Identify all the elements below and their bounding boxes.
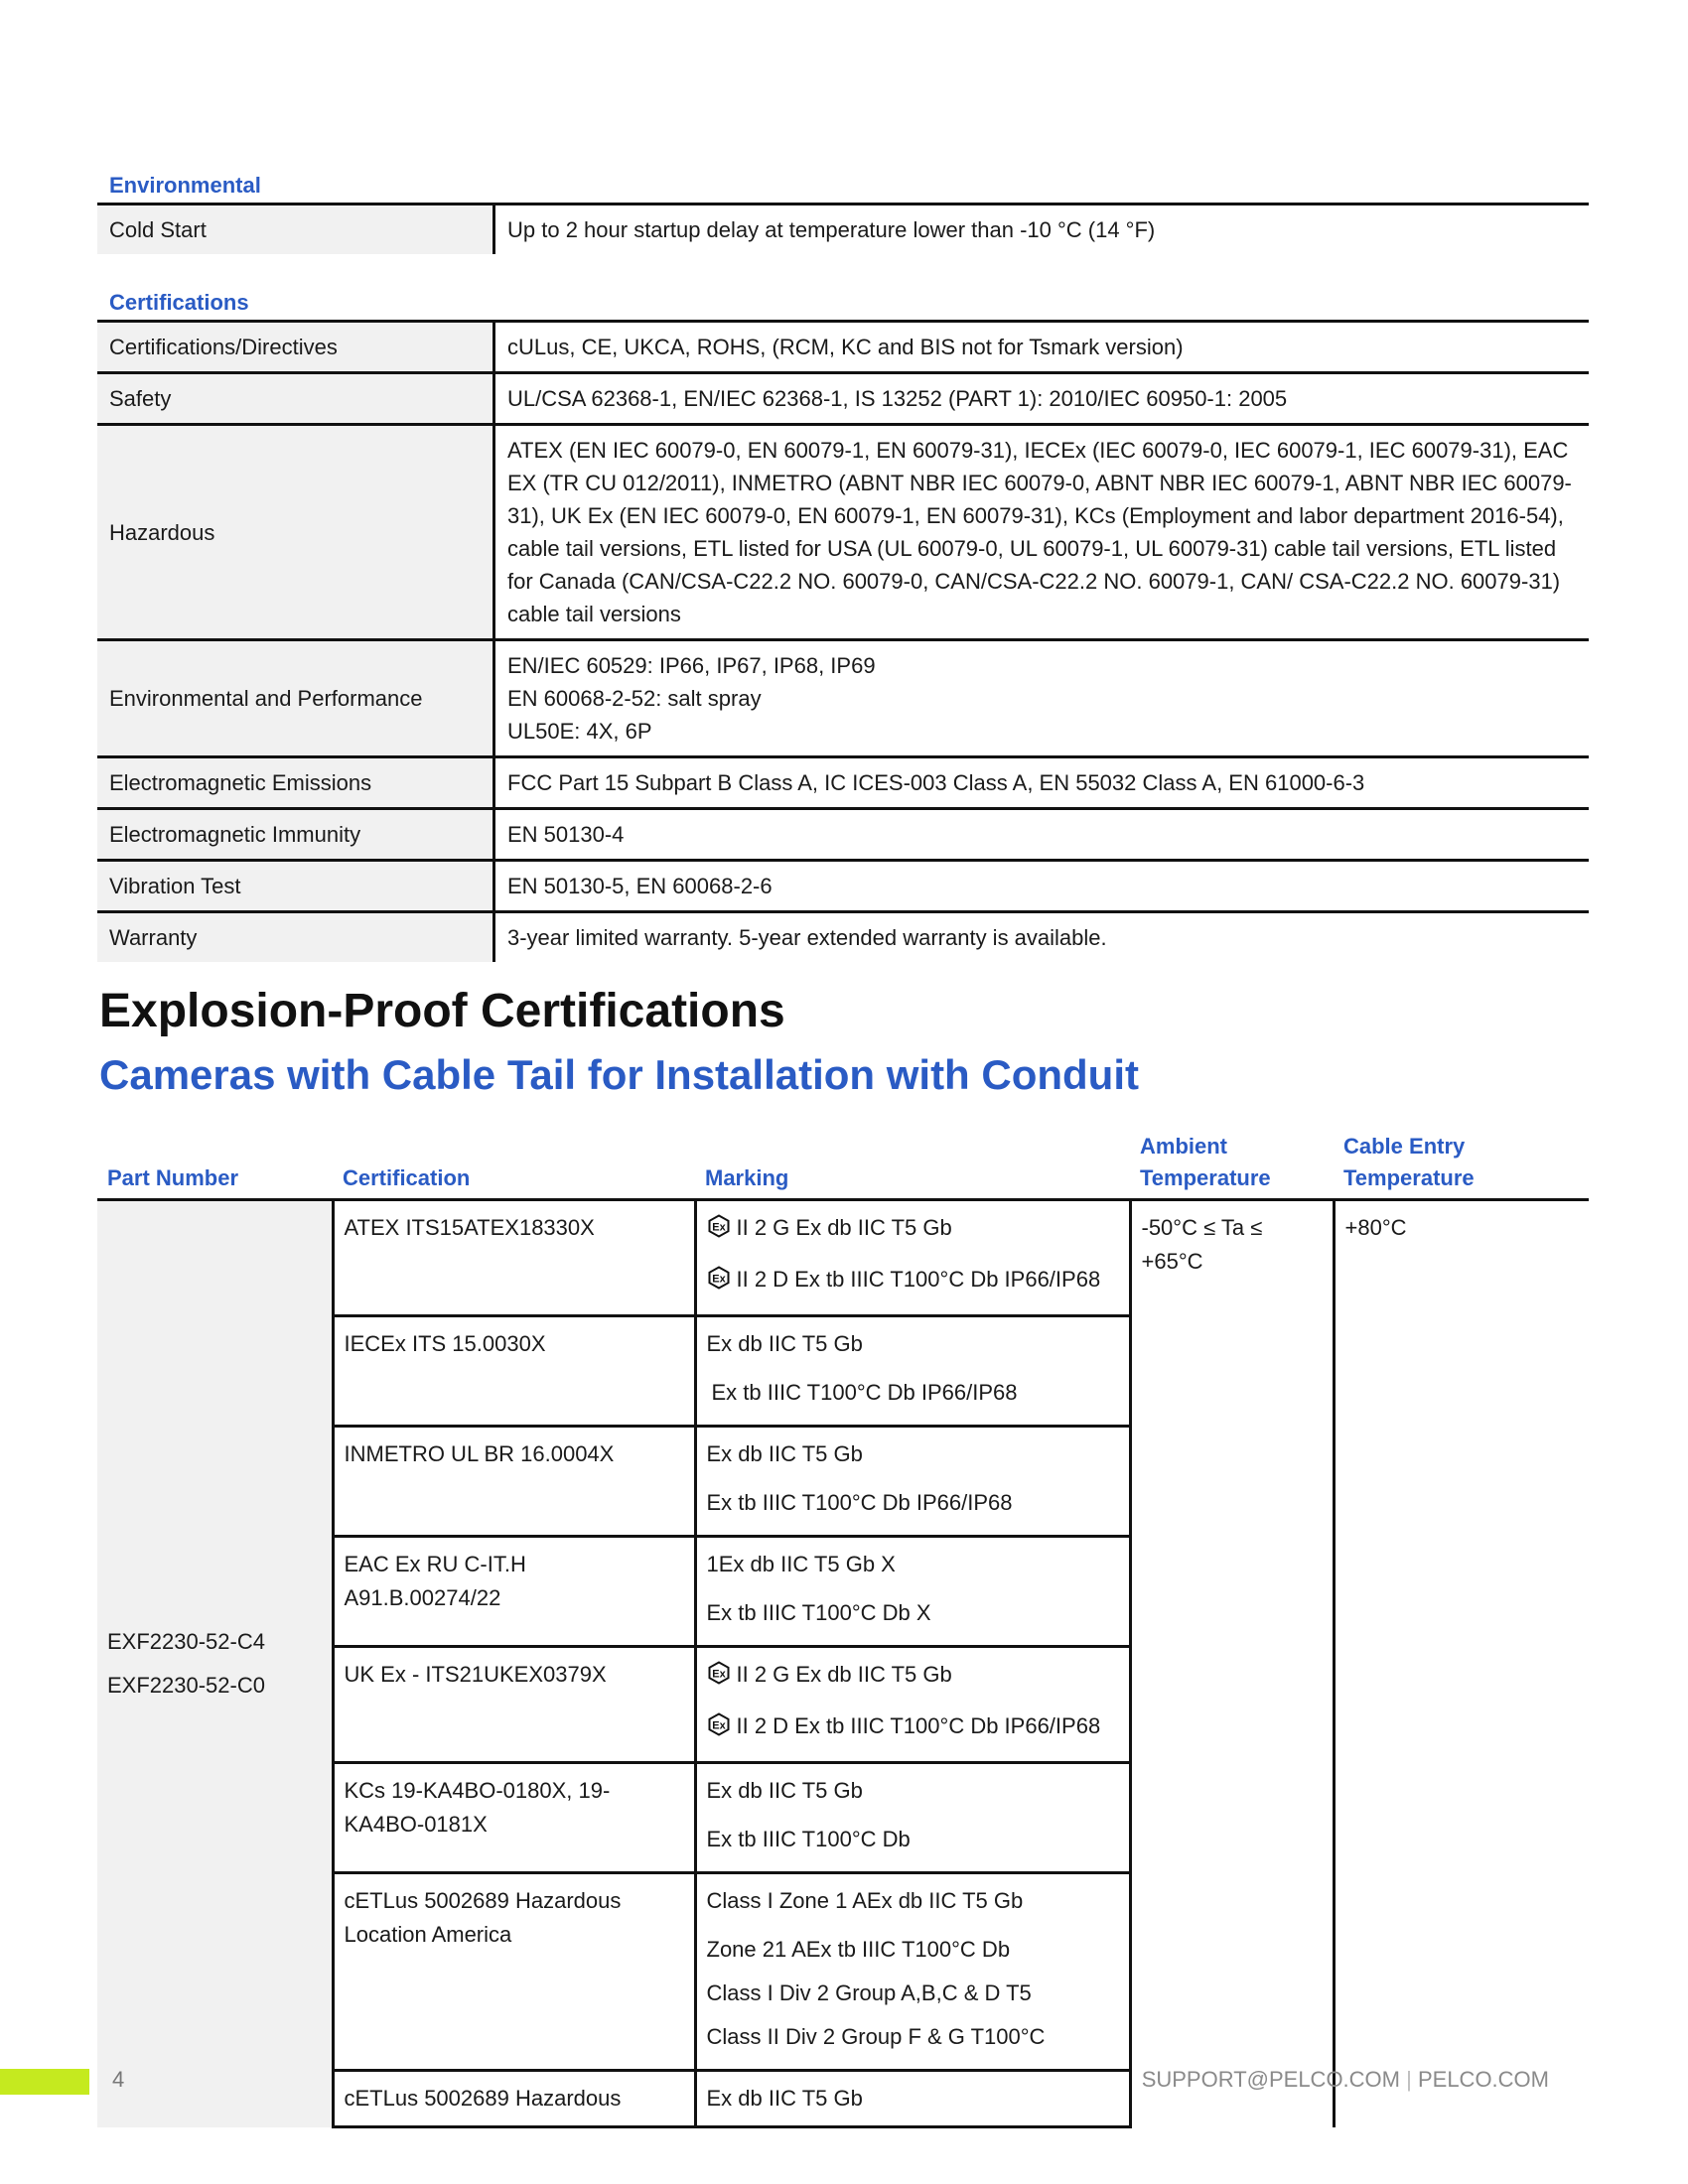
spec-value: 3-year limited warranty. 5-year extended warranty is available. xyxy=(507,925,1107,950)
marking-cell xyxy=(695,1647,1130,1763)
marking-text: II 2 D Ex tb IIIC T100°C Db IP66/IP68 xyxy=(736,1713,1101,1738)
marking-cell xyxy=(695,1200,1130,1316)
spec-value: EN 50130-5, EN 60068-2-6 xyxy=(494,861,1590,912)
marking-text: Zone 21 AEx tb IIIC T100°C Db xyxy=(706,1937,1011,1962)
marking-text: II 2 G Ex db IIC T5 Gb xyxy=(736,1662,952,1687)
ex-hexagon-icon xyxy=(707,1661,731,1695)
marking-text: Ex tb IIIC T100°C Db IP66/IP68 xyxy=(706,1490,1013,1515)
ambient-temperature-cell: -50°C ≤ Ta ≤ +65°C xyxy=(1130,1200,1334,2127)
certification-cell: IECEx ITS 15.0030X xyxy=(333,1316,695,1427)
page-content xyxy=(97,169,1589,2128)
certification-cell: cETLus 5002689 Hazardous xyxy=(333,2071,695,2127)
marking-text: 1Ex db IIC T5 Gb X xyxy=(706,1552,896,1576)
svg-text:Ex: Ex xyxy=(711,1719,726,1732)
spec-label: Environmental and Performance xyxy=(97,640,494,757)
table-row xyxy=(97,1200,1589,1316)
marking-cell xyxy=(695,2071,1130,2127)
spec-label: Electromagnetic Emissions xyxy=(97,757,494,809)
page-heading: Explosion-Proof Certifications xyxy=(99,985,785,1037)
marking-text: Ex db IIC T5 Gb xyxy=(706,1441,863,1466)
table-row xyxy=(97,205,1589,255)
marking-text: II 2 G Ex db IIC T5 Gb xyxy=(736,1215,952,1240)
header-part-number: Part Number xyxy=(97,1131,333,1200)
spec-value: FCC Part 15 Subpart B Class A, IC ICES-003 Class A, EN 55032 Class A, EN 61000-6-3 xyxy=(494,757,1590,809)
table-row xyxy=(97,912,1589,963)
environmental-table xyxy=(97,203,1589,254)
certifications-table xyxy=(97,320,1589,962)
header-certification: Certification xyxy=(333,1131,695,1200)
spec-value: cULus, CE, UKCA, ROHS, (RCM, KC and BIS not for Tsmark version) xyxy=(494,322,1590,373)
table-row xyxy=(97,861,1589,912)
marking-text: Class I Zone 1 AEx db IIC T5 Gb xyxy=(706,1888,1024,1913)
cert-table-body xyxy=(97,1200,1589,2127)
header-marking: Marking xyxy=(695,1131,1130,1200)
table-row xyxy=(97,425,1589,640)
footer-separator: | xyxy=(1406,2067,1412,2092)
part-number-cell xyxy=(97,1200,333,2127)
certification-cell: cETLus 5002689 Hazardous Location America xyxy=(333,1873,695,2071)
spec-line: EN/IEC 60529: IP66, IP67, IP68, IP69 xyxy=(507,653,876,678)
spec-value: ATEX (EN IEC 60079-0, EN 60079-1, EN 60079-31), IECEx (IEC 60079-0, IEC 60079-1, IEC 60079-31), EAC EX (TR CU 012/2011), INMETRO (ABNT NBR IEC 60079-0, ABNT NBR IEC 60079-1, ABNT NBR IEC 60079-31), UK Ex (EN IEC 60079-0, EN 60079-1, EN 60079-31), KCs (Employment and labor department 2016-54), cable tail versions, ETL listed for USA (UL 60079-0, UL 60079-1, UL 60079-31) cable tail versions, ETL listed for Canada (CAN/CSA-C22.2 NO. 60079-0, CAN/CSA-C22.2 NO. 60079-1, CAN/ CSA-C22.2 NO. 60079-31) cable tail versions xyxy=(494,425,1590,640)
marking-text: II 2 D Ex tb IIIC T100°C Db IP66/IP68 xyxy=(736,1267,1101,1292)
certification-cell: KCs 19-KA4BO-0180X, 19-KA4BO-0181X xyxy=(333,1763,695,1873)
part-number: EXF2230-52-C4 xyxy=(107,1629,265,1655)
website-link[interactable]: PELCO.COM xyxy=(1417,2067,1549,2092)
header-ambient: Ambient Temperature xyxy=(1130,1131,1334,1200)
spec-label: Electromagnetic Immunity xyxy=(97,809,494,861)
section-title-certifications: Certifications xyxy=(109,290,249,315)
cable-entry-temperature-cell: +80°C xyxy=(1344,1215,1407,1240)
table-header-row xyxy=(97,1131,1589,1200)
marking-line xyxy=(707,1211,1119,1248)
ex-hexagon-icon xyxy=(707,1214,731,1248)
spec-label: Safety xyxy=(97,373,494,425)
table-row xyxy=(97,757,1589,809)
marking-cell xyxy=(695,1316,1130,1427)
part-number: EXF2230-52-C0 xyxy=(107,1673,265,1699)
marking-text: Class II Div 2 Group F & G T100°C xyxy=(706,2024,1046,2049)
spec-value: UL/CSA 62368-1, EN/IEC 62368-1, IS 13252 (PART 1): 2010/IEC 60950-1: 2005 xyxy=(494,373,1590,425)
explosion-proof-table xyxy=(97,1131,1589,2128)
spec-value: Up to 2 hour startup delay at temperature lower than -10 °C (14 °F) xyxy=(507,217,1156,242)
marking-cell xyxy=(695,1427,1130,1537)
marking-line xyxy=(707,1658,1119,1695)
footer-accent-bar xyxy=(0,2069,89,2095)
svg-text:Ex: Ex xyxy=(711,1668,726,1681)
certification-cell: UK Ex - ITS21UKEX0379X xyxy=(333,1647,695,1763)
support-email-link[interactable]: SUPPORT@PELCO.COM xyxy=(1141,2067,1400,2092)
spec-label: Hazardous xyxy=(97,425,494,640)
spec-label: Cold Start xyxy=(97,205,494,255)
marking-line xyxy=(707,1258,1119,1304)
page-number: 4 xyxy=(112,2067,125,2092)
spec-line: EN 60068-2-52: salt spray xyxy=(507,686,762,711)
marking-cell xyxy=(695,1873,1130,2071)
certification-cell: EAC Ex RU C-IT.H A91.B.00274/22 xyxy=(333,1537,695,1647)
table-row xyxy=(97,640,1589,757)
header-cable-entry: Cable Entry Temperature xyxy=(1334,1131,1589,1200)
footer-contact xyxy=(1142,2067,1549,2093)
certification-cell: ATEX ITS15ATEX18330X xyxy=(333,1200,695,1316)
spec-value: EN 50130-4 xyxy=(494,809,1590,861)
spec-line: UL50E: 4X, 6P xyxy=(507,719,652,744)
spec-label: Warranty xyxy=(97,912,494,963)
spec-value-multiline xyxy=(494,640,1590,757)
ex-hexagon-icon xyxy=(707,1707,731,1751)
marking-text: Ex db IIC T5 Gb xyxy=(706,1331,863,1356)
marking-text: Ex db IIC T5 Gb xyxy=(706,1778,863,1803)
marking-text: Ex db IIC T5 Gb xyxy=(706,2086,863,2111)
svg-text:Ex: Ex xyxy=(711,1273,726,1286)
certification-cell: INMETRO UL BR 16.0004X xyxy=(333,1427,695,1537)
table-row xyxy=(97,809,1589,861)
svg-text:Ex: Ex xyxy=(711,1221,726,1234)
marking-line xyxy=(707,1705,1119,1751)
marking-cell xyxy=(695,1537,1130,1647)
ex-hexagon-icon xyxy=(707,1261,731,1304)
marking-text: Ex tb IIIC T100°C Db xyxy=(706,1827,911,1851)
table-row xyxy=(97,322,1589,373)
page-subheading: Cameras with Cable Tail for Installation with Conduit xyxy=(99,1051,1139,1098)
section-title-environmental: Environmental xyxy=(109,173,261,198)
spec-label: Vibration Test xyxy=(97,861,494,912)
spec-label: Certifications/Directives xyxy=(97,322,494,373)
marking-text: Ex tb IIIC T100°C Db X xyxy=(706,1600,931,1625)
marking-cell xyxy=(695,1763,1130,1873)
marking-text: Ex tb IIIC T100°C Db IP66/IP68 xyxy=(711,1380,1018,1405)
table-row xyxy=(97,373,1589,425)
marking-text: Class I Div 2 Group A,B,C & D T5 xyxy=(706,1980,1032,2005)
